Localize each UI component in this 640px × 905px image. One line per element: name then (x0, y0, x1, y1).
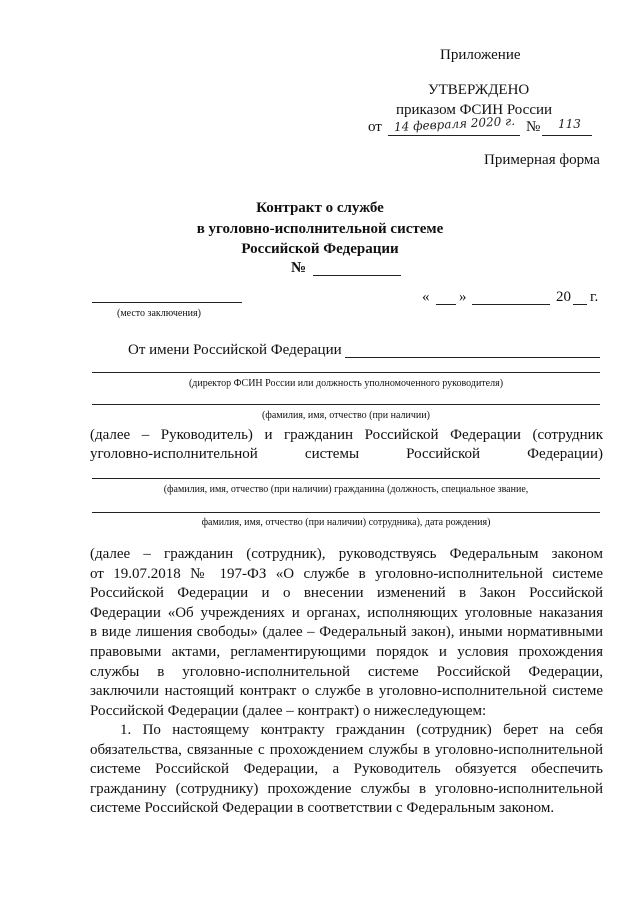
preamble-line: от 19.07.2018 № 197-ФЗ «О службе в уголовно-исполнительной системе (90, 565, 603, 582)
director-field-2 (92, 372, 600, 373)
employee-caption: фамилия, имя, отчество (при наличии) сотрудника), дата рождения) (201, 517, 491, 528)
clause-line: системе Российской Федерации в соответствии с Федеральным законом. (90, 800, 555, 817)
place-field (92, 302, 242, 303)
place-caption: (место заключения) (117, 308, 201, 319)
system-word-3: Российской (406, 446, 481, 462)
title-line-1: Контракт о службе (256, 200, 384, 216)
appendix-label: Приложение (440, 47, 521, 63)
system-word-2: системы (304, 446, 360, 462)
clause-line: обязательства, связанные с прохождением службы в уголовно-исполнительной (90, 741, 603, 758)
citizen-field (92, 478, 600, 479)
preamble-line: Российской Федерации (далее – контракт) о нижеследующем: (90, 702, 487, 719)
clause-1-paragraph (90, 721, 603, 819)
handwritten-date: 14 февраля 2020 г. (393, 113, 516, 135)
day-field (436, 304, 456, 305)
preamble-line: в виде лишения свободы» (далее – Федеральный закон), иными нормативными (90, 624, 603, 641)
clause-line: 1. По настоящему контракту гражданин (сотрудник) берет на себя (120, 722, 603, 738)
preamble-line: (далее – гражданин (сотрудник), руководствуясь Федеральным законом (90, 546, 603, 562)
director-caption: (директор ФСИН России или должность уполномоченного руководителя) (188, 378, 504, 389)
preamble-paragraph (90, 545, 603, 721)
title-line-2: в уголовно-исполнительной системе (196, 221, 444, 237)
system-word-1: уголовно-исполнительной (90, 446, 258, 462)
quote-close: » (459, 289, 467, 305)
order-date-line (368, 113, 598, 139)
fio-field (92, 404, 600, 405)
system-line (90, 446, 603, 463)
preamble-line: Федерации «Об учреждениях и органах, исполняющих уголовные наказания (90, 604, 603, 621)
employee-field (92, 512, 600, 513)
quote-open: « (422, 289, 430, 305)
approved-label: УТВЕРЖДЕНО (428, 82, 530, 98)
contract-number-label: № (291, 260, 307, 276)
preamble-line: Российской Федерации и о внесении изменений в Закон Российской (90, 585, 603, 602)
order-label: приказом ФСИН России (396, 102, 553, 118)
sample-form-label: Примерная форма (484, 152, 600, 168)
leader-line: (далее – Руководитель) и гражданин Российской Федерации (сотрудник (90, 427, 603, 443)
preamble-line: заключили настоящий контракт о службе в уголовно-исполнительной системе (90, 683, 603, 700)
clause-line: гражданину (сотруднику) прохождение службы в уголовно-исполнительной (90, 780, 603, 797)
on-behalf-label: От имени Российской Федерации (128, 342, 342, 358)
clause-line: системе Российской Федерации, а Руководитель обязуется обеспечить (90, 761, 603, 778)
number-prefix: № (526, 119, 541, 135)
year-prefix: 20 (556, 289, 571, 305)
year-suffix: г. (590, 289, 599, 305)
preamble-line: службы в уголовно-исполнительной системе Российской Федерации, (90, 663, 603, 680)
preamble-line: правовыми актами, регламентирующими порядок и условия прохождения (90, 643, 603, 660)
fio-caption: (фамилия, имя, отчество (при наличии) (262, 410, 430, 421)
system-word-4: Федерации) (527, 446, 603, 462)
handwritten-number: 113 (558, 117, 581, 131)
director-field (345, 357, 600, 358)
number-underline (542, 135, 592, 136)
month-field (472, 304, 550, 305)
date-prefix: от (368, 119, 382, 135)
year-field (573, 304, 587, 305)
title-line-3: Российской Федерации (241, 241, 399, 257)
citizen-caption: (фамилия, имя, отчество (при наличии) гражданина (должность, специальное звание, (163, 484, 529, 495)
contract-number-field (313, 275, 401, 276)
date-underline (388, 135, 520, 136)
